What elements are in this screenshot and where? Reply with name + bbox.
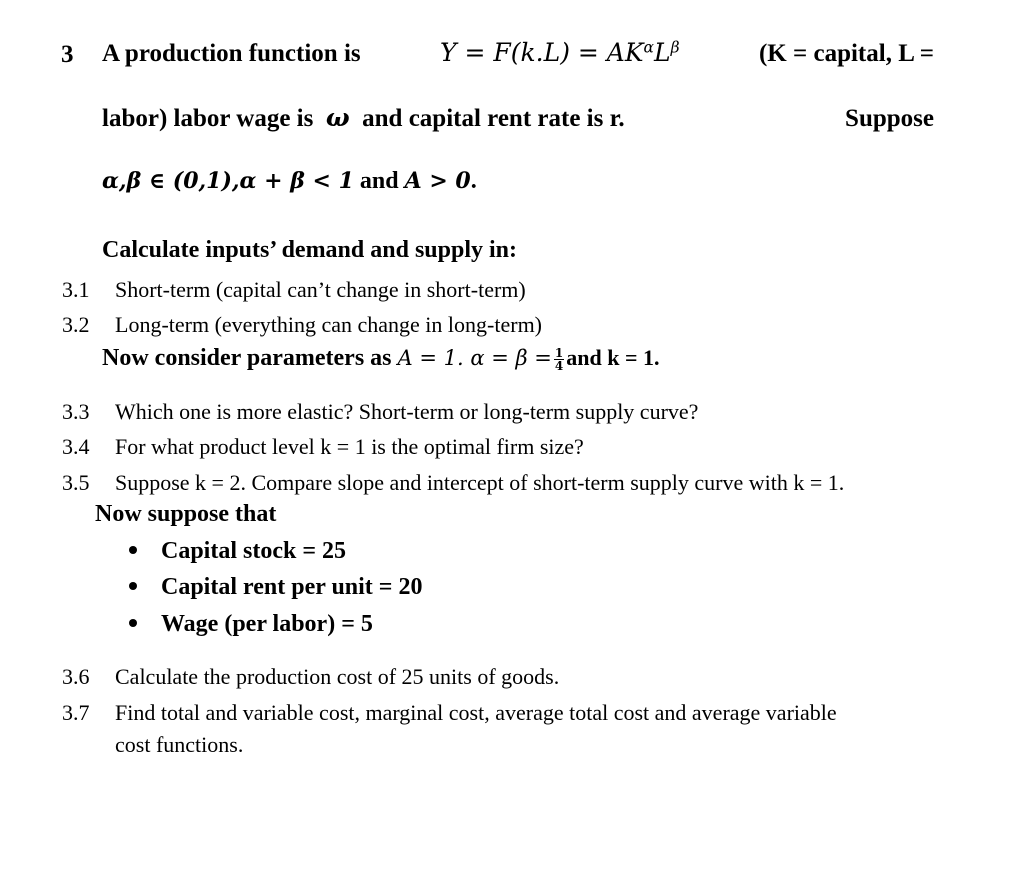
now-suppose-heading: Now suppose that bbox=[95, 501, 277, 527]
exponent-alpha: α bbox=[643, 38, 654, 57]
bullet-dot-icon bbox=[129, 546, 137, 554]
suppose-text: Suppose bbox=[845, 105, 934, 132]
item-3-7-continuation: cost functions. bbox=[115, 732, 244, 757]
problem-number bbox=[61, 41, 74, 69]
item-3-6-number: 3.6 bbox=[62, 664, 90, 689]
bullet-text-wage: Wage (per labor) = 5 bbox=[161, 611, 373, 637]
item-3-1-text: Short-term (capital can’t change in short-term) bbox=[115, 277, 526, 302]
item-3-3-text: Which one is more elastic? Short-term or long-term supply curve? bbox=[115, 399, 699, 424]
intro-text: A production function is bbox=[102, 40, 361, 67]
line3-period: . bbox=[470, 168, 477, 194]
a-condition: A > 0 bbox=[404, 168, 471, 194]
exponent-beta: β bbox=[670, 38, 680, 57]
item-3-6-text: Calculate the production cost of 25 units of goods. bbox=[115, 664, 560, 689]
line2-group bbox=[102, 103, 625, 133]
item-3-2-number: 3.2 bbox=[62, 312, 90, 337]
bullet-item bbox=[129, 611, 373, 638]
and-word: and bbox=[359, 168, 399, 194]
labor-wage-text: labor) labor wage is bbox=[102, 105, 314, 132]
item-3-4-text: For what product level k = 1 is the optimal firm size? bbox=[115, 434, 584, 459]
fraction-denominator: 4 bbox=[554, 358, 564, 373]
problem-line-2 bbox=[102, 103, 934, 133]
problem-line-3 bbox=[102, 168, 477, 195]
item-3-1-number: 3.1 bbox=[62, 277, 90, 302]
item-3-7-text: Find total and variable cost, marginal cost, average total cost and average variable bbox=[115, 700, 837, 725]
omega-symbol: ω bbox=[325, 103, 350, 132]
fraction-numerator: 1 bbox=[554, 345, 564, 360]
problem-line-1 bbox=[102, 38, 934, 68]
bullet-dot-icon bbox=[129, 582, 137, 590]
problem-number-text: 3 bbox=[61, 41, 74, 68]
production-formula bbox=[440, 38, 680, 67]
item-3-4-number: 3.4 bbox=[62, 434, 90, 459]
rent-rate-text: and capital rent rate is r. bbox=[362, 105, 625, 132]
item-3-5-number: 3.5 bbox=[62, 470, 90, 495]
paren-text: (K = capital, L = bbox=[758, 40, 934, 67]
bullet-text-capital-stock: Capital stock = 25 bbox=[161, 538, 347, 564]
one-quarter-fraction bbox=[554, 347, 564, 372]
bullet-text-capital-rent: Capital rent per unit = 20 bbox=[161, 574, 423, 600]
params-prefix: Now consider parameters as bbox=[102, 345, 392, 371]
params-suffix: and k = 1. bbox=[566, 345, 660, 370]
formula-L: L bbox=[653, 38, 671, 67]
bullet-dot-icon bbox=[129, 619, 137, 627]
bullet-item bbox=[129, 538, 346, 565]
item-3-3-number: 3.3 bbox=[62, 399, 90, 424]
calculate-heading: Calculate inputs’ demand and supply in: bbox=[102, 237, 518, 263]
bullet-item bbox=[129, 574, 422, 601]
item-3-5-text: Suppose k = 2. Compare slope and intercept of short-term supply curve with k = 1. bbox=[115, 470, 845, 495]
params-line bbox=[102, 345, 660, 372]
params-math: A = 1. α = β = bbox=[397, 346, 552, 370]
formula-lhs: Y = F(k.L) = AK bbox=[440, 38, 644, 67]
item-3-7-number: 3.7 bbox=[62, 700, 90, 725]
alpha-beta-condition: α,β ∈ (0,1),α + β < 1 bbox=[102, 168, 354, 194]
item-3-2-text: Long-term (everything can change in long-term) bbox=[115, 312, 543, 337]
